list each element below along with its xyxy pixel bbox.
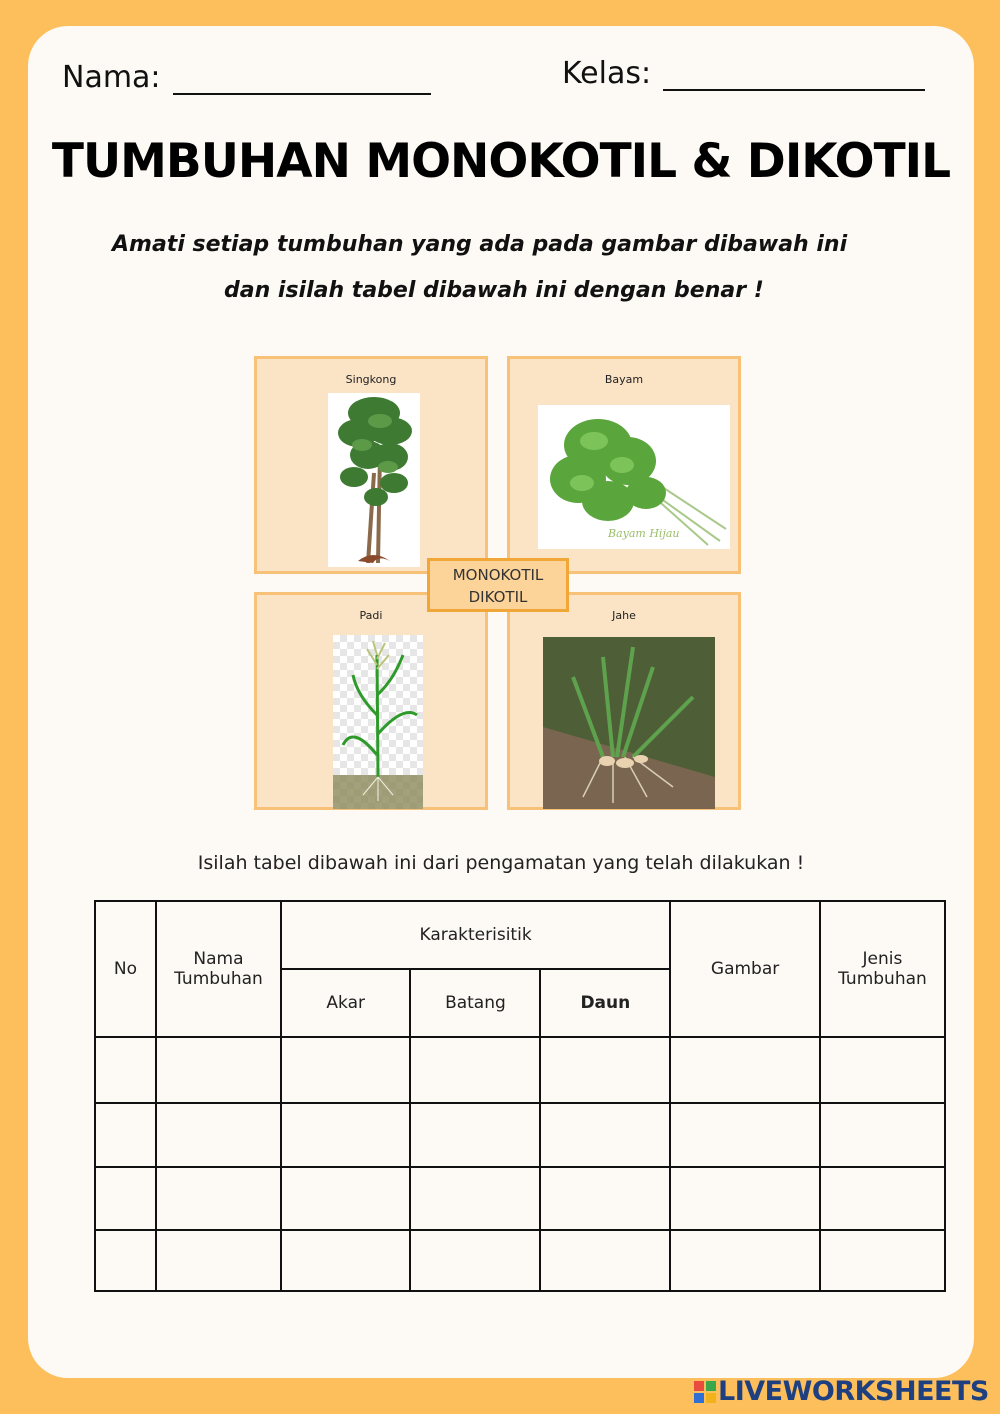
header-root: Akar (281, 969, 410, 1037)
header-characteristics: Karakterisitik (281, 901, 670, 969)
option-monokotil: MONOKOTIL (452, 566, 544, 584)
spinach-image-caption: Bayam Hijau (608, 527, 680, 540)
classification-label-box[interactable] (427, 558, 569, 612)
liveworksheets-logo-icon (694, 1379, 716, 1401)
watermark-text: LIVEWORKSHEETS (718, 1376, 989, 1407)
table-row (95, 1103, 945, 1167)
rice-plant-image (333, 635, 423, 809)
instruction-line-2: dan isilah tabel dibawah ini dengan benar ! (224, 278, 764, 303)
cell-input[interactable] (281, 1230, 410, 1291)
cell-input[interactable] (95, 1167, 156, 1230)
cell-input[interactable] (156, 1037, 281, 1103)
spinach-image (538, 405, 730, 549)
plant-name: Bayam (604, 373, 644, 386)
cell-input[interactable] (95, 1037, 156, 1103)
liveworksheets-watermark (694, 1376, 989, 1407)
instruction-line-1: Amati setiap tumbuhan yang ada pada gambar dibawah ini (112, 232, 848, 257)
cell-input[interactable] (670, 1103, 820, 1167)
cell-input[interactable] (281, 1103, 410, 1167)
plant-name: Jahe (612, 609, 636, 622)
class-label: Kelas: (562, 56, 652, 91)
observation-table (94, 900, 946, 1292)
plant-card-jahe[interactable] (507, 592, 741, 810)
class-field (562, 56, 925, 91)
cell-input[interactable] (156, 1103, 281, 1167)
name-input-line[interactable] (173, 65, 431, 95)
cell-input[interactable] (670, 1230, 820, 1291)
ginger-image (543, 637, 715, 809)
plant-name: Padi (359, 609, 383, 622)
cell-input[interactable] (820, 1230, 945, 1291)
plant-card-bayam[interactable] (507, 356, 741, 574)
cell-input[interactable] (95, 1103, 156, 1167)
table-row (95, 1230, 945, 1291)
header-plant-name: Nama Tumbuhan (156, 901, 281, 1037)
cell-input[interactable] (281, 1167, 410, 1230)
cell-input[interactable] (820, 1103, 945, 1167)
cell-input[interactable] (156, 1230, 281, 1291)
plant-name: Singkong (345, 373, 397, 386)
cassava-image (328, 393, 420, 567)
cell-input[interactable] (540, 1037, 670, 1103)
cell-input[interactable] (156, 1167, 281, 1230)
table-row (95, 1037, 945, 1103)
cell-input[interactable] (540, 1230, 670, 1291)
cell-input[interactable] (95, 1230, 156, 1291)
name-label: Nama: (62, 60, 161, 95)
cell-input[interactable] (820, 1037, 945, 1103)
cell-input[interactable] (670, 1037, 820, 1103)
header-plant-type: Jenis Tumbuhan (820, 901, 945, 1037)
cell-input[interactable] (670, 1167, 820, 1230)
header-leaf: Daun (540, 969, 670, 1037)
cell-input[interactable] (410, 1037, 540, 1103)
table-instruction: Isilah tabel dibawah ini dari pengamatan yang telah dilakukan ! (197, 852, 805, 874)
plant-card-singkong[interactable] (254, 356, 488, 574)
cell-input[interactable] (410, 1230, 540, 1291)
header-image: Gambar (670, 901, 820, 1037)
cell-input[interactable] (820, 1167, 945, 1230)
name-field (62, 60, 431, 95)
cell-input[interactable] (410, 1167, 540, 1230)
class-input-line[interactable] (663, 61, 925, 91)
worksheet (28, 26, 974, 1378)
cell-input[interactable] (540, 1167, 670, 1230)
header-no: No (95, 901, 156, 1037)
cell-input[interactable] (410, 1103, 540, 1167)
plant-card-padi[interactable] (254, 592, 488, 810)
page-title: TUMBUHAN MONOKOTIL & DIKOTIL (51, 134, 951, 189)
cell-input[interactable] (540, 1103, 670, 1167)
header-stem: Batang (410, 969, 540, 1037)
option-dikotil: DIKOTIL (468, 588, 528, 606)
table-row (95, 1167, 945, 1230)
cell-input[interactable] (281, 1037, 410, 1103)
